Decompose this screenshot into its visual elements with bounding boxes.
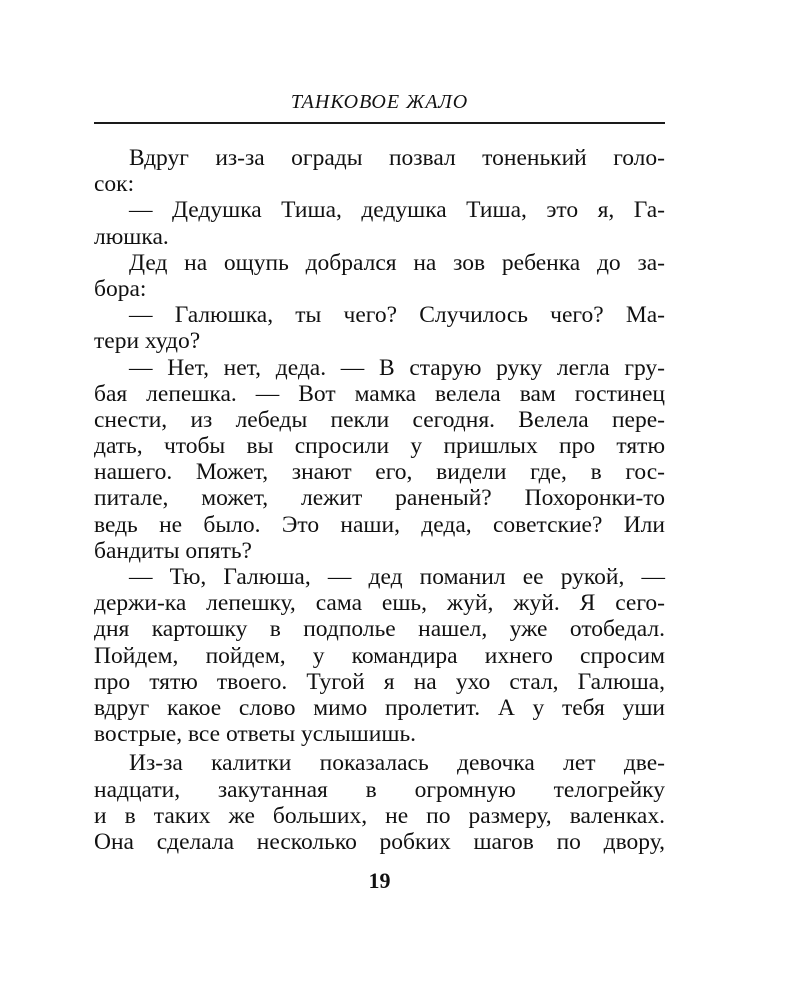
text-line: вдруг какое слово мимо пролетит. А у тебя уши — [94, 694, 665, 721]
text-line: надцати, закутанная в огромную телогрейку — [94, 776, 665, 803]
text-line: сок: — [94, 171, 135, 198]
text-line: — Тю, Галюша, — дед поманил ее рукой, — — [129, 564, 665, 590]
text-line: Из-за калитки показалась девочка лет две- — [129, 750, 665, 777]
text-line: — Галюшка, ты чего? Случилось чего? Ма- — [129, 302, 665, 329]
text-line: тери худо? — [94, 328, 201, 355]
text-line: снести, из лебеды пекли сегодня. Велела пере- — [94, 406, 665, 433]
text-line: Вдруг из-за ограды позвал тоненький голо- — [129, 145, 665, 171]
running-head: ТАНКОВОЕ ЖАЛО — [290, 91, 469, 113]
text-line: бая лепешка. — Вот мамка велела вам гостинец — [94, 380, 665, 407]
text-line: про тятю твоего. Тугой я на ухо стал, Галюша, — [94, 668, 665, 695]
text-line: бандиты опять? — [94, 537, 252, 564]
text-line: дать, чтобы вы спросили у пришлых про тятю — [94, 433, 665, 460]
text-line: бора: — [94, 275, 147, 302]
text-line: Пойдем, пойдем, у командира ихнего спросим — [94, 642, 665, 669]
text-line: ведь не было. Это наши, деда, советские? Или — [94, 511, 665, 538]
text-line: нашего. Может, знают его, видели где, в гос- — [94, 459, 665, 486]
text-line: люшка. — [94, 223, 169, 250]
header-rule — [94, 122, 665, 124]
text-line: вострые, все ответы услышишь. — [94, 721, 417, 748]
body-text — [94, 145, 665, 855]
text-line: — Дедушка Тиша, дедушка Тиша, это я, Га- — [129, 197, 665, 224]
text-line: Она сделала несколько робких шагов по двору, — [94, 828, 665, 855]
text-line: питале, может, лежит раненый? Похоронки-то — [94, 485, 665, 512]
text-line: Дед на ощупь добрался на зов ребенка до за- — [129, 249, 665, 276]
text-line: держи-ка лепешку, сама ешь, жуй, жуй. Я сего- — [94, 590, 665, 617]
text-line: и в таких же больших, не по размеру, валенках. — [94, 802, 665, 829]
page-number: 19 — [368, 868, 391, 893]
text-line: — Нет, нет, деда. — В старую руку легла гру- — [129, 354, 665, 381]
text-line: дня картошку в подполье нашел, уже отобедал. — [94, 616, 665, 643]
